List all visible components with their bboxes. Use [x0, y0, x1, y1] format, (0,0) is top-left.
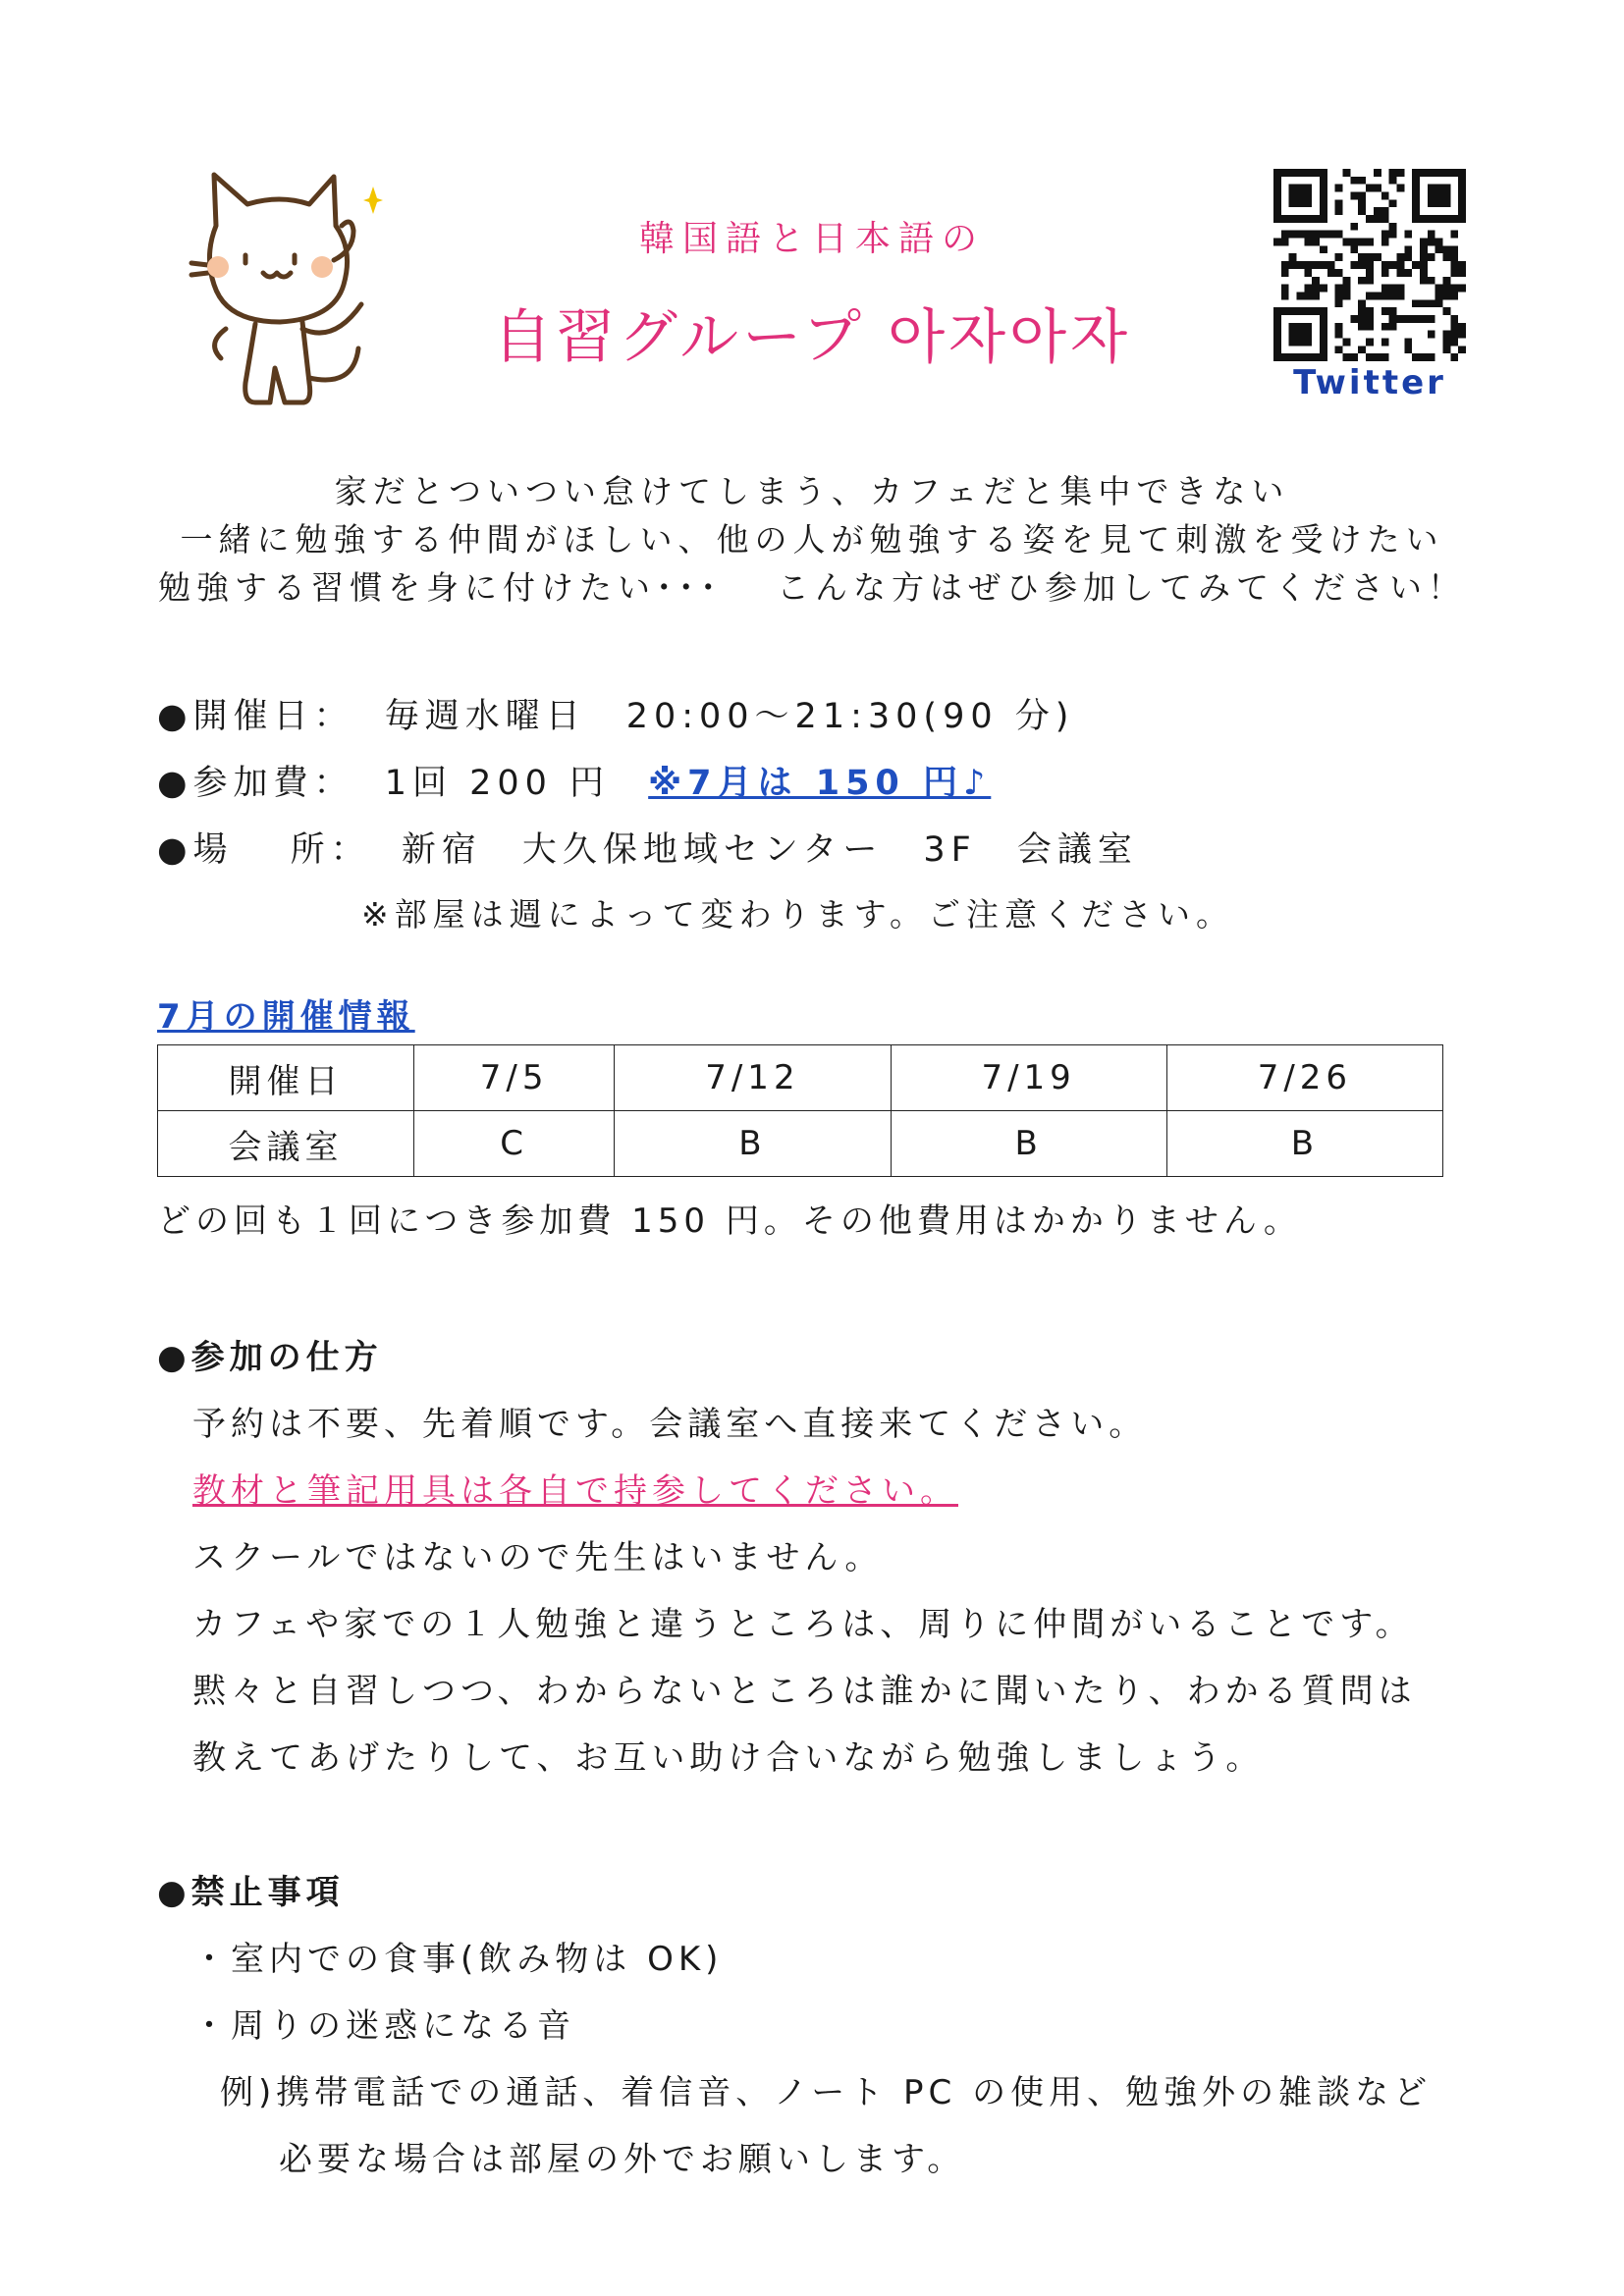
intro-text	[0, 467, 1624, 612]
schedule-table	[157, 1044, 1443, 1177]
prohibited-example: 例)携帯電話での通話、着信音、ノート PC の使用、勉強外の雑談など	[220, 2073, 1433, 2112]
fee-special: ※7月は 150 円♪	[648, 764, 992, 803]
participation-line: 教えてあげたりして、お互い助け合いながら勉強しましょう。	[192, 1738, 1265, 1778]
table-header-cell: 開催日	[158, 1045, 414, 1111]
place-value: 新宿 大久保地域センター 3F 会議室	[401, 830, 1138, 870]
table-cell: 7/19	[891, 1045, 1166, 1111]
intro-line: 一緒に勉強する仲間がほしい、他の人が勉強する姿を見て刺激を受けたい	[180, 520, 1444, 559]
qr-code[interactable]	[1273, 169, 1466, 361]
info-date	[157, 689, 1074, 738]
participation-title: ●参加の仕方	[157, 1338, 383, 1377]
date-label: ●開催日：	[157, 697, 354, 736]
prohibited-item: ・室内での食事(飲み物は OK)	[192, 1940, 724, 1979]
table-cell: B	[1166, 1111, 1442, 1177]
place-note: ※部屋は週によって変わります。ご注意ください。	[361, 895, 1235, 934]
table-header-cell: 会議室	[158, 1111, 414, 1177]
schedule-note: どの回も１回につき参加費 150 円。その他費用はかかりません。	[157, 1201, 1302, 1241]
page-title: 自習グループ 아자아자	[492, 303, 1132, 372]
intro-line: 勉強する習慣を身に付けたい･･･ こんな方はぜひ参加してみてください！	[158, 568, 1466, 607]
info-fee	[157, 756, 991, 805]
intro-line: 家だとついつい怠けてしまう、カフェだと集中できない	[334, 472, 1290, 510]
qr-label: Twitter	[1293, 363, 1446, 402]
date-value: 毎週水曜日 20:00～21:30(90 分)	[384, 697, 1075, 736]
table-cell: 7/12	[615, 1045, 891, 1111]
prohibited-example-note: 必要な場合は部屋の外でお願いします。	[279, 2140, 966, 2179]
table-cell: 7/26	[1166, 1045, 1442, 1111]
table-row	[158, 1045, 1443, 1111]
fee-label: ●参加費：	[157, 764, 354, 803]
place-label: ●場 所：	[157, 830, 371, 870]
schedule-heading: 7月の開催情報	[157, 997, 415, 1037]
prohibited-title: ●禁止事項	[157, 1873, 345, 1912]
participation-line: スクールではないので先生はいません。	[192, 1538, 884, 1577]
participation-line: 黙々と自習しつつ、わからないところは誰かに聞いたり、わかる質問は	[192, 1672, 1417, 1711]
table-cell: 7/5	[414, 1045, 615, 1111]
table-cell: B	[891, 1111, 1166, 1177]
table-cell: B	[615, 1111, 891, 1177]
fee-value: 1回 200 円	[384, 764, 611, 803]
subtitle: 韓国語と日本語の	[638, 219, 985, 259]
table-row	[158, 1111, 1443, 1177]
participation-line-highlight: 教材と筆記用具は各自で持参してください。	[192, 1471, 958, 1511]
participation-line: 予約は不要、先着順です。会議室へ直接来てください。	[192, 1405, 1148, 1444]
prohibited-item: ・周りの迷惑になる音	[192, 2006, 575, 2046]
participation-line: カフェや家での１人勉強と違うところは、周りに仲間がいることです。	[192, 1605, 1414, 1644]
info-place	[157, 823, 1138, 872]
table-cell: C	[414, 1111, 615, 1177]
